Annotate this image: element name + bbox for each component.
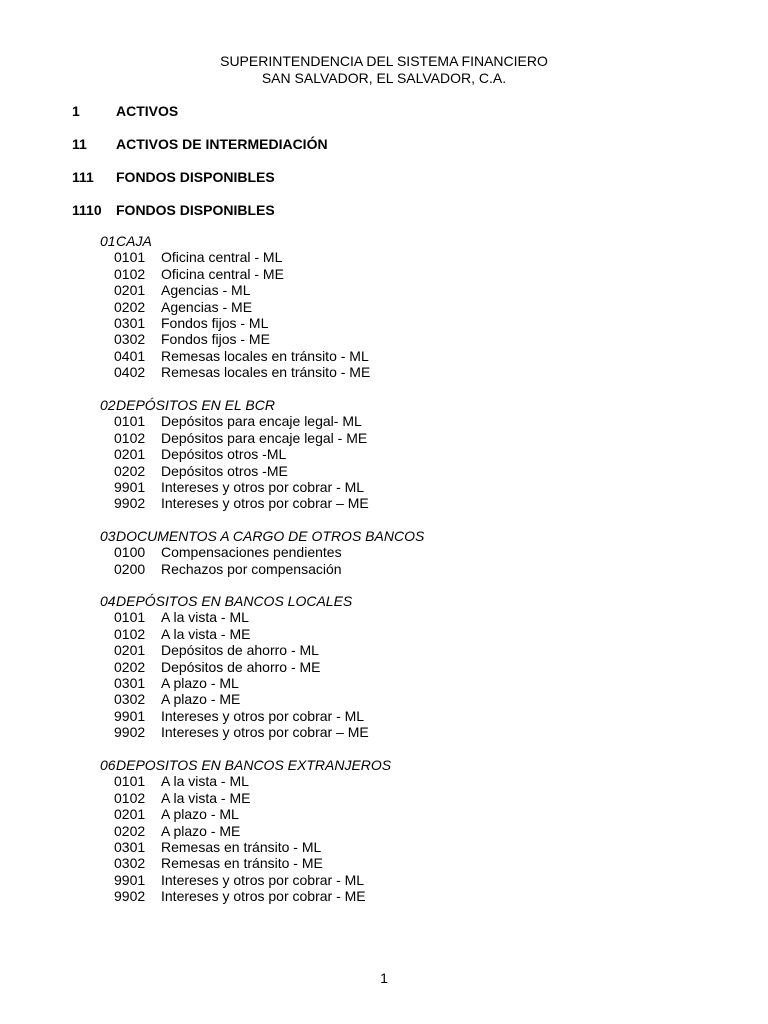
account-code: 11: [72, 136, 87, 152]
item-label: Fondos fijos - ME: [161, 331, 270, 348]
page-number: 1: [380, 970, 388, 986]
list-item: [100, 348, 370, 364]
item-label: Oficina central - ME: [161, 265, 284, 282]
list-item: [100, 463, 369, 479]
item-code: 0302: [114, 331, 146, 348]
item-label: Remesas locales en tránsito - ME: [161, 364, 371, 381]
item-label: Depósitos de ahorro - ML: [161, 642, 319, 659]
section-number: 04: [100, 593, 116, 609]
item-code: 0401: [114, 347, 146, 364]
account-heading: [72, 169, 275, 186]
section-title-text: DOCUMENTOS A CARGO DE OTROS BANCOS: [116, 528, 425, 544]
account-label: ACTIVOS: [116, 103, 179, 119]
item-label: Rechazos por compensación: [161, 560, 342, 577]
item-code: 0102: [114, 429, 146, 446]
section-title: [100, 233, 370, 249]
section-number: 03: [100, 528, 116, 544]
section-title-text: DEPÓSITOS EN BANCOS LOCALES: [116, 593, 353, 609]
item-code: 9901: [114, 707, 146, 724]
item-code: 0201: [114, 282, 146, 299]
subaccount-section: [100, 397, 369, 512]
item-label: A plazo - ML: [161, 806, 239, 823]
item-code: 9901: [114, 871, 146, 888]
list-item: [100, 315, 370, 331]
item-label: Oficina central - ML: [161, 249, 283, 266]
list-item: [100, 642, 369, 658]
section-title-text: DEPOSITOS EN BANCOS EXTRANJEROS: [116, 757, 392, 773]
item-code: 0202: [114, 822, 146, 839]
item-code: 0100: [114, 544, 146, 561]
account-label: FONDOS DISPONIBLES: [116, 169, 275, 185]
account-heading: [72, 103, 178, 120]
account-heading: [72, 136, 328, 153]
item-code: 0102: [114, 265, 146, 282]
list-item: [100, 626, 369, 642]
account-heading: [72, 202, 275, 219]
list-item: [100, 544, 424, 560]
item-code: 0301: [114, 838, 146, 855]
header-line-location: SAN SALVADOR, EL SALVADOR, C.A.: [261, 70, 507, 86]
item-code: 9902: [114, 495, 146, 512]
item-label: Remesas locales en tránsito - ML: [161, 347, 369, 364]
section-title-text: DEPÓSITOS EN EL BCR: [116, 397, 275, 413]
item-code: 0302: [114, 855, 146, 872]
item-label: Remesas en tránsito - ML: [161, 838, 322, 855]
list-item: [100, 249, 370, 265]
section-number: 02: [100, 397, 116, 413]
item-code: 0101: [114, 249, 146, 266]
section-number: 01: [100, 233, 116, 249]
account-code: 1: [72, 103, 80, 119]
item-code: 0301: [114, 314, 146, 331]
list-item: [100, 790, 391, 806]
list-item: [100, 675, 369, 691]
item-label: Intereses y otros por cobrar - ME: [161, 888, 366, 905]
item-code: 0201: [114, 446, 146, 463]
subaccount-section: [100, 233, 370, 381]
header-line-institution: SUPERINTENDENCIA DEL SISTEMA FINANCIERO: [220, 53, 548, 69]
section-title: [100, 397, 369, 413]
account-code: 111: [72, 169, 94, 185]
item-label: A plazo - ME: [161, 691, 241, 708]
list-item: [100, 708, 369, 724]
list-item: [100, 839, 391, 855]
list-item: [100, 609, 369, 625]
item-label: Agencias - ME: [161, 298, 253, 315]
subaccount-section: [100, 528, 424, 577]
item-label: A plazo - ML: [161, 674, 239, 691]
document-header: [0, 53, 768, 87]
list-item: [100, 888, 391, 904]
item-label: A la vista - ME: [161, 625, 251, 642]
list-item: [100, 331, 370, 347]
list-item: [100, 282, 370, 298]
item-code: 9901: [114, 478, 146, 495]
section-title: [100, 528, 424, 544]
section-title-text: CAJA: [116, 233, 152, 249]
item-label: Intereses y otros por cobrar - ML: [161, 478, 365, 495]
item-code: 0200: [114, 560, 146, 577]
item-code: 0302: [114, 691, 146, 708]
item-label: Remesas en tránsito - ME: [161, 855, 323, 872]
list-item: [100, 773, 391, 789]
item-label: Depósitos otros -ML: [161, 446, 287, 463]
item-code: 0101: [114, 773, 146, 790]
item-code: 0201: [114, 806, 146, 823]
section-number: 06: [100, 757, 116, 773]
item-label: Intereses y otros por cobrar – ME: [161, 724, 369, 741]
list-item: [100, 691, 369, 707]
item-code: 0202: [114, 658, 146, 675]
item-code: 0102: [114, 789, 146, 806]
item-code: 0201: [114, 642, 146, 659]
item-label: Depósitos otros -ME: [161, 462, 288, 479]
list-item: [100, 659, 369, 675]
item-label: A plazo - ME: [161, 822, 241, 839]
list-item: [100, 724, 369, 740]
list-item: [100, 823, 391, 839]
item-label: Depósitos para encaje legal - ME: [161, 429, 368, 446]
item-label: Fondos fijos - ML: [161, 314, 269, 331]
list-item: [100, 479, 369, 495]
item-label: Intereses y otros por cobrar - ML: [161, 871, 365, 888]
item-label: Intereses y otros por cobrar - ML: [161, 707, 365, 724]
list-item: [100, 299, 370, 315]
item-label: Depósitos para encaje legal- ML: [161, 413, 362, 430]
list-item: [100, 430, 369, 446]
item-code: 0202: [114, 298, 146, 315]
list-item: [100, 855, 391, 871]
section-title: [100, 593, 369, 609]
item-code: 0102: [114, 625, 146, 642]
item-label: Depósitos de ahorro - ME: [161, 658, 321, 675]
item-code: 0402: [114, 364, 146, 381]
account-code: 1110: [72, 202, 102, 218]
list-item: [100, 446, 369, 462]
item-code: 0101: [114, 413, 146, 430]
item-code: 9902: [114, 888, 146, 905]
account-label: FONDOS DISPONIBLES: [116, 202, 275, 218]
account-label: ACTIVOS DE INTERMEDIACIÓN: [116, 136, 328, 152]
item-code: 0101: [114, 609, 146, 626]
item-label: Compensaciones pendientes: [161, 544, 342, 561]
list-item: [100, 872, 391, 888]
list-item: [100, 266, 370, 282]
subaccount-section: [100, 757, 391, 905]
item-label: A la vista - ML: [161, 773, 249, 790]
item-label: Agencias - ML: [161, 282, 251, 299]
item-label: A la vista - ML: [161, 609, 249, 626]
list-item: [100, 806, 391, 822]
subaccount-section: [100, 593, 369, 741]
item-label: Intereses y otros por cobrar – ME: [161, 495, 369, 512]
item-code: 0202: [114, 462, 146, 479]
list-item: [100, 561, 424, 577]
item-code: 0301: [114, 674, 146, 691]
list-item: [100, 413, 369, 429]
list-item: [100, 364, 370, 380]
section-title: [100, 757, 391, 773]
item-code: 9902: [114, 724, 146, 741]
item-label: A la vista - ME: [161, 789, 251, 806]
list-item: [100, 495, 369, 511]
